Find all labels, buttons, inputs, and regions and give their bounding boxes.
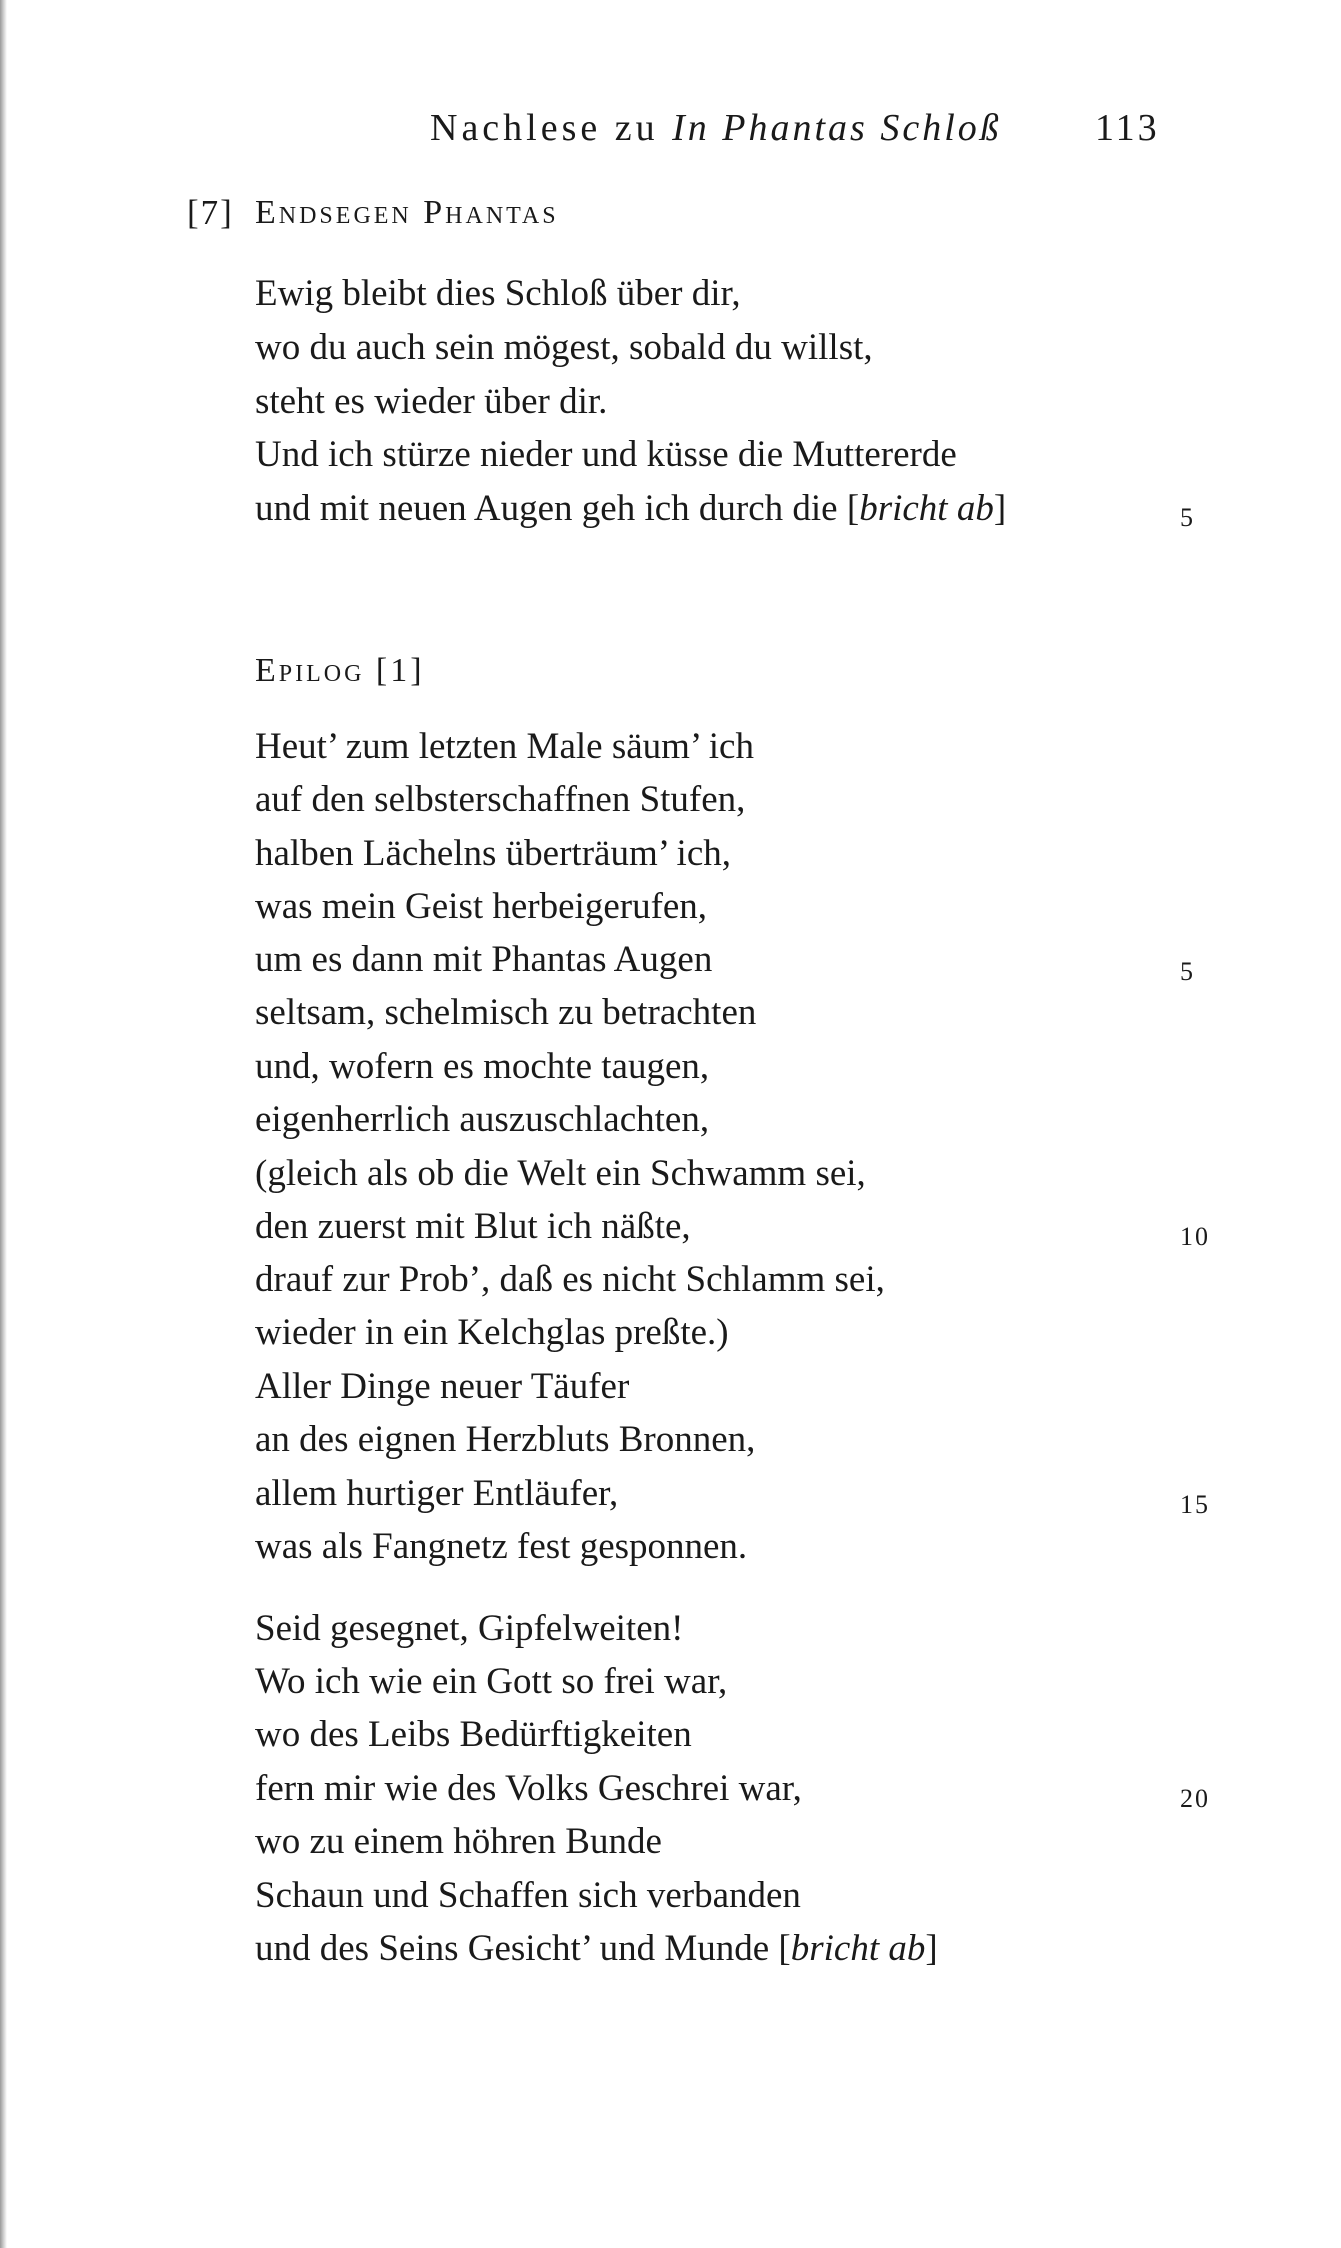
running-title-italic: In Phantas Schloß (672, 107, 1002, 149)
poem-line: wo des Leibs Bedürftigkeiten (255, 1714, 692, 1755)
line-number: 5 (1180, 503, 1195, 532)
poem-line-text: und mit neuen Augen geh ich durch die (255, 488, 847, 529)
running-title-plain: Nachlese zu (430, 107, 673, 149)
poem-line: seltsam, schelmisch zu betrachten (255, 992, 757, 1033)
poem-line: was mein Geist herbeigerufen, (255, 886, 708, 927)
poem-line: Schaun und Schaffen sich verbanden (255, 1875, 801, 1916)
poem-line: Wo ich wie ein Gott so frei war, (255, 1661, 728, 1702)
poem-line (255, 487, 1006, 531)
poem-line: eigenherrlich auszuschlachten, (255, 1099, 710, 1140)
editorial-bracket-close: ] (993, 488, 1007, 529)
poem-line: den zuerst mit Blut ich näßte, (255, 1206, 691, 1247)
poem-line: allem hurtiger Entläufer, (255, 1473, 619, 1514)
page-number: 113 (1095, 107, 1160, 149)
poem-line: wieder in ein Kelchglas preßte.) (255, 1312, 729, 1353)
line-number: 5 (1180, 957, 1195, 986)
poem-line: Und ich stürze nieder und küsse die Muttererde (255, 434, 957, 475)
section-number: [7] (187, 193, 234, 232)
poem-line: Ewig bleibt dies Schloß über dir, (255, 273, 741, 314)
poem-line: an des eignen Herzbluts Bronnen, (255, 1419, 756, 1460)
poem-line: Aller Dinge neuer Täufer (255, 1366, 630, 1407)
poem-line: drauf zur Prob’, daß es nicht Schlamm sei, (255, 1259, 885, 1300)
editorial-note: bricht ab (790, 1928, 926, 1969)
poem-line: halben Lächelns überträum’ ich, (255, 833, 731, 874)
poem-line: fern mir wie des Volks Geschrei war, (255, 1768, 802, 1809)
running-header (430, 106, 1170, 156)
editorial-bracket-open: [ (778, 1928, 791, 1969)
poem-line: Seid gesegnet, Gipfelweiten! (255, 1608, 684, 1649)
line-number: 20 (1180, 1784, 1210, 1813)
poem-line: um es dann mit Phantas Augen (255, 939, 713, 980)
poem-line: (gleich als ob die Welt ein Schwamm sei, (255, 1153, 866, 1194)
editorial-bracket-open: [ (846, 488, 860, 529)
line-number: 10 (1180, 1222, 1210, 1251)
poem-line: auf den selbsterschaffnen Stufen, (255, 779, 746, 820)
poem-line: wo zu einem höhren Bunde (255, 1821, 662, 1862)
editorial-bracket-close: ] (925, 1928, 938, 1969)
running-title (430, 106, 1002, 150)
poem-line-text: und des Seins Gesicht’ und Munde (255, 1928, 779, 1969)
line-number: 15 (1180, 1490, 1210, 1519)
poem-line (255, 1927, 938, 1971)
editorial-note: bricht ab (859, 488, 994, 529)
poem-line: was als Fangnetz fest gesponnen. (255, 1526, 748, 1567)
section-title: Epilog [1] (255, 652, 425, 689)
section-title: Endsegen Phantas (255, 194, 559, 231)
poem-line: steht es wieder über dir. (255, 381, 608, 422)
page-edge-shadow (0, 0, 7, 2248)
poem-line: wo du auch sein mögest, sobald du willst, (255, 327, 873, 368)
poem-line: und, wofern es mochte taugen, (255, 1046, 710, 1087)
poem-line: Heut’ zum letzten Male säum’ ich (255, 726, 754, 767)
